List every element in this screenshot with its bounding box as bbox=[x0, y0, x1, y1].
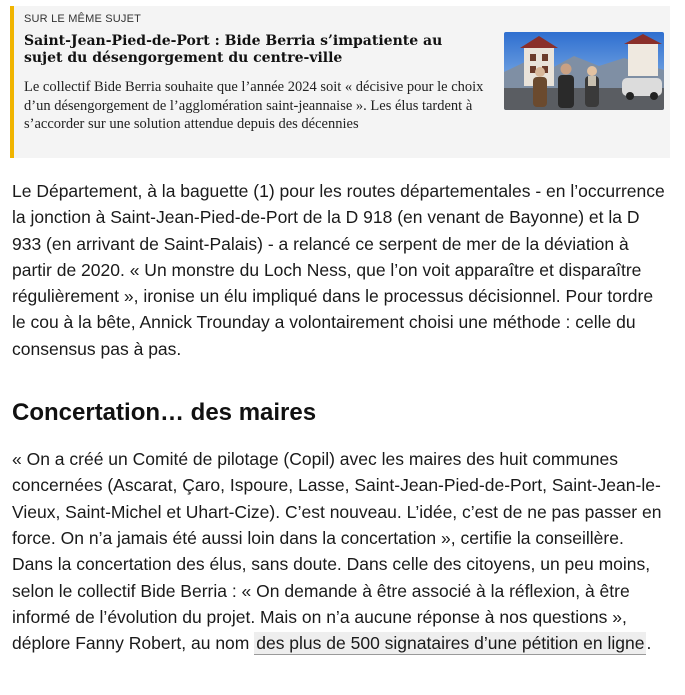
paragraph-text: « On a créé un Comité de pilotage (Copil) avec les maires des huit communes concernées (Ascarat, Çaro, Ispoure, Lasse, Saint-Jean-Pied-de-Port, Saint-Jean-le-Vieux, Saint-Michel et Uhart-Cize). C’est nouveau. L’idée, c’est de ne pas passer en force. On n’a jamais été aussi loin dans la concertation », certifie la conseillère. Dans la concertation des élus, sans doute. Dans celle des citoyens, un peu moins, selon le collectif Bide Berria : « On demande à être associé à la réflexion, à être informé de l’évolution du projet. Mais on n’a aucune réponse à nos questions », déplore Fanny Robert, au nom bbox=[12, 449, 662, 654]
related-summary: Le collectif Bide Berria souhaite que l’année 2024 soit « décisive pour le choix d’un désengorgement de l’agglomération saint-jeannaise ». Les élus tardent à s’accorder sur une solution attendue depuis des décennies bbox=[24, 79, 484, 132]
article-paragraph bbox=[12, 446, 667, 656]
article-paragraph: Le Département, à la baguette (1) pour les routes départementales - en l’occurrence la jonction à Saint-Jean-Pied-de-Port de la D 918 (en venant de Bayonne) et la D 933 (en arrivant de Saint-Palais) - a relancé ce serpent de mer de la déviation à partir de 2020. « Un monstre du Loch Ness, que l’on voit apparaître et disparaître régulièrement », ironise un élu impliqué dans le processus décisionnel. Pour tordre le cou à la bête, Annick Trounday a volontairement choisi une méthode : celle du consensus pas à pas. bbox=[12, 181, 665, 359]
related-title[interactable]: Saint-Jean-Pied-de-Port : Bide Berria s’impatiente au sujet du désengorgement du centre-ville bbox=[24, 33, 443, 66]
article-body bbox=[12, 178, 667, 656]
related-thumbnail[interactable] bbox=[504, 32, 664, 110]
paragraph-end: . bbox=[646, 633, 652, 654]
section-heading: Concertation… des maires bbox=[12, 399, 317, 427]
related-kicker: SUR LE MÊME SUJET bbox=[24, 13, 142, 25]
petition-link[interactable]: des plus de 500 signataires d’une pétition en ligne bbox=[256, 633, 645, 654]
related-article-card[interactable] bbox=[10, 6, 670, 158]
